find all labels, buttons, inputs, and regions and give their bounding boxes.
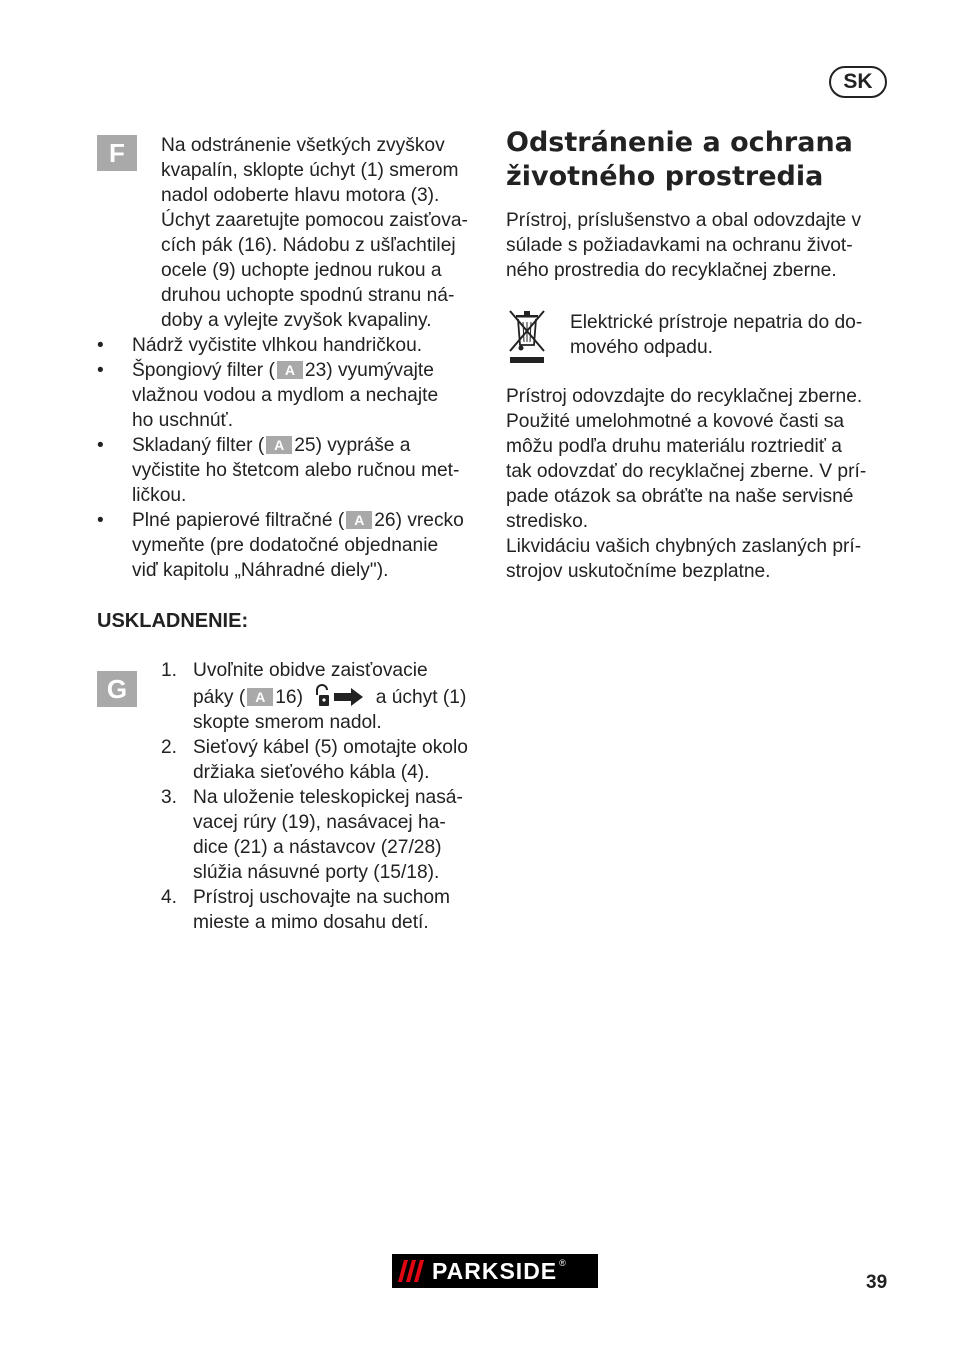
text-line: vyčistite ho štetcom alebo ručnou met- <box>132 460 460 481</box>
text-line: Skladaný filter ( A 25) vypráše a <box>132 435 411 456</box>
text-line: Na uloženie teleskopickej nasá- <box>193 787 463 808</box>
list-item <box>161 785 491 885</box>
text-line: kvapalín, sklopte úchyt (1) smerom <box>161 160 459 181</box>
disposal-heading <box>506 126 853 194</box>
step-g-label: G <box>97 671 137 707</box>
text-line: druhou uchopte spodnú stranu ná- <box>161 285 455 306</box>
item-number: 4. <box>161 887 178 908</box>
heading-line: Odstránenie a ochrana <box>506 127 853 158</box>
text-line: Likvidáciu vašich chybných zaslaných prí- <box>506 536 862 557</box>
parkside-logo <box>392 1254 598 1288</box>
text-line: Na odstránenie všetkých zvyškov <box>161 135 445 156</box>
item-number: 1. <box>161 660 178 681</box>
text-line: dice (21) a nástavcov (27/28) <box>193 837 442 858</box>
bullet-symbol: • <box>97 335 104 356</box>
list-item <box>161 735 491 785</box>
text-line: strojov uskutočníme bezplatne. <box>506 561 771 582</box>
disposal-body <box>506 384 866 584</box>
text-line: Sieťový kábel (5) omotajte okolo <box>193 737 468 758</box>
heading-line: životného prostredia <box>506 161 824 192</box>
bullet-symbol: • <box>97 435 104 456</box>
step-f-paragraph <box>161 133 468 333</box>
list-item <box>97 358 487 433</box>
text-line: Prístroj, príslušenstvo a obal odovzdajte v <box>506 210 862 231</box>
list-item <box>161 658 491 735</box>
text-line: vymeňte (pre dodatočné objednanie <box>132 535 439 556</box>
text-line: Plné papierové filtračné ( A 26) vrecko <box>132 510 464 531</box>
bullet-symbol: • <box>97 510 104 531</box>
logo-text: PARKSIDE <box>432 1257 558 1284</box>
unlock-arrow-icon <box>314 683 368 709</box>
text-line: Nádrž vyčistite vlhkou handričkou. <box>132 335 423 356</box>
text-line: držiaka sieťového kábla (4). <box>193 762 430 783</box>
text-line: môžu podľa druhu materiálu roztriediť a <box>506 436 842 457</box>
crossed-out-wheelie-bin-icon <box>506 307 548 365</box>
list-item <box>97 508 487 583</box>
text-line: ličkou. <box>132 485 187 506</box>
text-line: pade otázok sa obráťte na naše servisné <box>506 486 854 507</box>
text-line: cích pák (16). Nádobu z ušľachtilej <box>161 235 456 256</box>
language-badge: SK <box>829 66 887 98</box>
page-number: 39 <box>866 1272 888 1293</box>
figure-ref-badge: A <box>266 436 292 454</box>
text-line: nadol odoberte hlavu motora (3). <box>161 185 440 206</box>
text-line: páky ( A 16) a úchyt (1) <box>193 683 491 710</box>
text-line: vlažnou vodou a mydlom a nechajte <box>132 385 439 406</box>
bullet-symbol: • <box>97 360 104 381</box>
text-line: mieste a mimo dosahu detí. <box>193 912 429 933</box>
text-line: slúžia násuvné porty (15/18). <box>193 862 440 883</box>
logo-stripes-icon <box>392 1254 426 1288</box>
text-line: ocele (9) uchopte jednou rukou a <box>161 260 442 281</box>
text-line: tak odovzdať do recyklačnej zberne. V prí- <box>506 461 867 482</box>
list-item <box>97 333 487 358</box>
item-number: 2. <box>161 737 178 758</box>
text-line: Uvoľnite obidve zaisťovacie <box>193 660 428 681</box>
list-item <box>161 885 491 935</box>
text-line: ho uschnúť. <box>132 410 234 431</box>
text-line: viď kapitolu „Náhradné diely"). <box>132 560 389 581</box>
text-line: skopte smerom nadol. <box>193 712 382 733</box>
text-line: Prístroj odovzdajte do recyklačnej zberne. <box>506 386 863 407</box>
figure-ref-badge: A <box>247 688 273 706</box>
text-line: Úchyt zaaretujte pomocou zaisťova- <box>161 210 468 231</box>
text-line: Špongiový filter ( A 23) vyumývajte <box>132 360 434 381</box>
text-line: Elektrické prístroje nepatria do do- <box>570 312 863 333</box>
figure-ref-badge: A <box>346 511 372 529</box>
text-line: Použité umelohmotné a kovové časti sa <box>506 411 845 432</box>
cleaning-bullet-list <box>97 333 487 583</box>
text-line: Prístroj uschovajte na suchom <box>193 887 451 908</box>
figure-ref-badge: A <box>277 361 303 379</box>
storage-heading: USKLADNENIE: <box>97 610 249 632</box>
text-line: mového odpadu. <box>570 337 713 358</box>
storage-numbered-list <box>161 658 491 935</box>
weee-note <box>570 310 862 360</box>
item-number: 3. <box>161 787 178 808</box>
text-line: stredisko. <box>506 511 589 532</box>
logo-registered-mark: ® <box>559 1258 566 1268</box>
text-line: súlade s požiadavkami na ochranu život- <box>506 235 853 256</box>
step-f-label: F <box>97 135 137 171</box>
list-item <box>97 433 487 508</box>
text-line: doby a vylejte zvyšok kvapaliny. <box>161 310 432 331</box>
text-line: vacej rúry (19), nasávacej ha- <box>193 812 446 833</box>
text-line: ného prostredia do recyklačnej zberne. <box>506 260 837 281</box>
disposal-intro <box>506 208 861 283</box>
